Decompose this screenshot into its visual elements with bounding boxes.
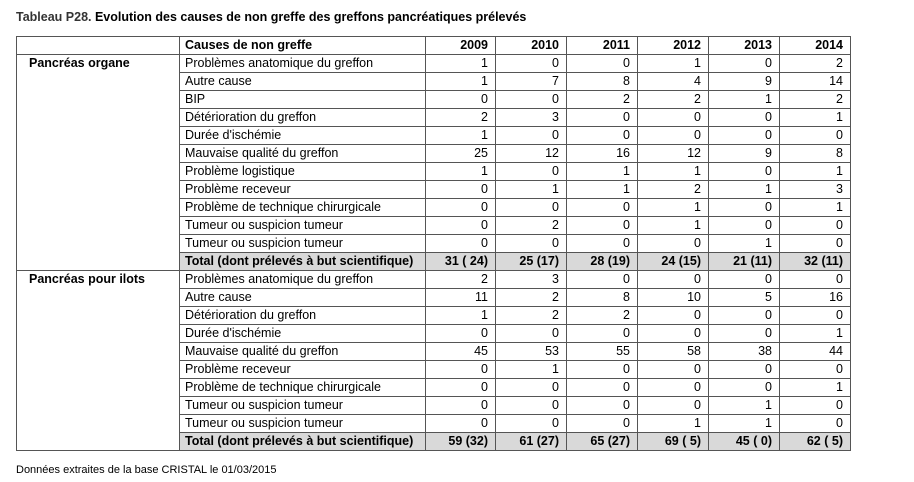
- value-cell: 0: [496, 91, 567, 109]
- value-cell: 0: [709, 199, 780, 217]
- value-cell: 0: [638, 127, 709, 145]
- table-row: [17, 361, 851, 379]
- header-row: [17, 37, 851, 55]
- value-cell: 1: [780, 379, 851, 397]
- header-year: 2009: [426, 37, 496, 55]
- total-value-cell: 25 (17): [496, 253, 567, 271]
- value-cell: 0: [567, 55, 638, 73]
- cause-cell: Autre cause: [180, 289, 426, 307]
- value-cell: 0: [638, 271, 709, 289]
- value-cell: 0: [709, 163, 780, 181]
- value-cell: 45: [426, 343, 496, 361]
- value-cell: 0: [496, 163, 567, 181]
- group-cell: [17, 235, 180, 253]
- value-cell: 3: [780, 181, 851, 199]
- header-cause: Causes de non greffe: [180, 37, 426, 55]
- value-cell: 0: [709, 55, 780, 73]
- value-cell: 58: [638, 343, 709, 361]
- group-cell: [17, 73, 180, 91]
- group-cell: [17, 433, 180, 451]
- value-cell: 1: [709, 397, 780, 415]
- value-cell: 4: [638, 73, 709, 91]
- value-cell: 14: [780, 73, 851, 91]
- value-cell: 0: [709, 379, 780, 397]
- value-cell: 1: [709, 235, 780, 253]
- total-value-cell: 24 (15): [638, 253, 709, 271]
- table-row: [17, 109, 851, 127]
- table-caption: Evolution des causes de non greffe des greffons pancréatiques prélevés: [91, 10, 527, 24]
- value-cell: 0: [780, 361, 851, 379]
- value-cell: 0: [709, 109, 780, 127]
- value-cell: 1: [426, 163, 496, 181]
- value-cell: 0: [638, 397, 709, 415]
- value-cell: 3: [496, 271, 567, 289]
- value-cell: 53: [496, 343, 567, 361]
- value-cell: 1: [638, 217, 709, 235]
- value-cell: 0: [496, 397, 567, 415]
- value-cell: 2: [426, 109, 496, 127]
- total-value-cell: 69 ( 5): [638, 433, 709, 451]
- value-cell: 7: [496, 73, 567, 91]
- value-cell: 55: [567, 343, 638, 361]
- value-cell: 2: [567, 307, 638, 325]
- value-cell: 8: [567, 289, 638, 307]
- value-cell: 1: [426, 73, 496, 91]
- cause-cell: Tumeur ou suspicion tumeur: [180, 217, 426, 235]
- value-cell: 0: [567, 415, 638, 433]
- cause-cell: BIP: [180, 91, 426, 109]
- group-cell: [17, 217, 180, 235]
- value-cell: 1: [780, 199, 851, 217]
- value-cell: 0: [426, 91, 496, 109]
- value-cell: 11: [426, 289, 496, 307]
- value-cell: 0: [709, 361, 780, 379]
- value-cell: 2: [638, 181, 709, 199]
- cause-cell: Mauvaise qualité du greffon: [180, 145, 426, 163]
- cause-cell: Problème de technique chirurgicale: [180, 199, 426, 217]
- value-cell: 16: [567, 145, 638, 163]
- value-cell: 2: [496, 217, 567, 235]
- cause-cell: Mauvaise qualité du greffon: [180, 343, 426, 361]
- table-row: [17, 181, 851, 199]
- value-cell: 16: [780, 289, 851, 307]
- cause-cell: Autre cause: [180, 73, 426, 91]
- total-row: [17, 253, 851, 271]
- table-row: [17, 91, 851, 109]
- total-value-cell: 21 (11): [709, 253, 780, 271]
- value-cell: 0: [780, 127, 851, 145]
- table-row: [17, 145, 851, 163]
- group-cell: [17, 109, 180, 127]
- header-year: 2010: [496, 37, 567, 55]
- total-value-cell: 61 (27): [496, 433, 567, 451]
- value-cell: 0: [638, 361, 709, 379]
- group-cell: [17, 397, 180, 415]
- header-year: 2013: [709, 37, 780, 55]
- table-body: [17, 37, 851, 451]
- value-cell: 1: [567, 181, 638, 199]
- value-cell: 0: [426, 379, 496, 397]
- group-cell: [17, 325, 180, 343]
- value-cell: 0: [426, 325, 496, 343]
- value-cell: 2: [780, 55, 851, 73]
- total-value-cell: 28 (19): [567, 253, 638, 271]
- value-cell: 9: [709, 73, 780, 91]
- value-cell: 0: [709, 307, 780, 325]
- group-cell: [17, 343, 180, 361]
- cause-cell: Problème logistique: [180, 163, 426, 181]
- cause-cell: Tumeur ou suspicion tumeur: [180, 415, 426, 433]
- table-row: [17, 343, 851, 361]
- value-cell: 0: [638, 307, 709, 325]
- value-cell: 0: [638, 379, 709, 397]
- table-row: [17, 379, 851, 397]
- value-cell: 10: [638, 289, 709, 307]
- value-cell: 0: [567, 217, 638, 235]
- value-cell: 1: [709, 91, 780, 109]
- value-cell: 0: [780, 235, 851, 253]
- value-cell: 0: [496, 127, 567, 145]
- value-cell: 8: [780, 145, 851, 163]
- table-row: [17, 163, 851, 181]
- value-cell: 2: [496, 307, 567, 325]
- value-cell: 0: [496, 379, 567, 397]
- value-cell: 0: [638, 235, 709, 253]
- group-cell: [17, 145, 180, 163]
- table-row: [17, 55, 851, 73]
- cause-cell: Problème de technique chirurgicale: [180, 379, 426, 397]
- value-cell: 38: [709, 343, 780, 361]
- header-year: 2014: [780, 37, 851, 55]
- value-cell: 12: [638, 145, 709, 163]
- table-row: [17, 199, 851, 217]
- value-cell: 0: [496, 55, 567, 73]
- total-value-cell: 65 (27): [567, 433, 638, 451]
- total-label: Total (dont prélevés à but scientifique): [180, 253, 426, 271]
- table-row: [17, 289, 851, 307]
- total-value-cell: 59 (32): [426, 433, 496, 451]
- value-cell: 25: [426, 145, 496, 163]
- value-cell: 0: [496, 415, 567, 433]
- total-label: Total (dont prélevés à but scientifique): [180, 433, 426, 451]
- value-cell: 0: [638, 109, 709, 127]
- table-row: [17, 415, 851, 433]
- value-cell: 0: [426, 415, 496, 433]
- source-note: Données extraites de la base CRISTAL le 01/03/2015: [16, 464, 277, 476]
- value-cell: 1: [426, 307, 496, 325]
- value-cell: 0: [426, 235, 496, 253]
- value-cell: 1: [780, 325, 851, 343]
- table-title: [16, 10, 526, 24]
- group-label: Pancréas organe: [17, 55, 180, 73]
- value-cell: 0: [567, 109, 638, 127]
- value-cell: 1: [780, 109, 851, 127]
- value-cell: 1: [709, 181, 780, 199]
- value-cell: 1: [426, 55, 496, 73]
- value-cell: 0: [567, 235, 638, 253]
- total-value-cell: 62 ( 5): [780, 433, 851, 451]
- header-year: 2011: [567, 37, 638, 55]
- group-cell: [17, 379, 180, 397]
- value-cell: 0: [780, 415, 851, 433]
- value-cell: 0: [567, 361, 638, 379]
- group-cell: [17, 181, 180, 199]
- total-value-cell: 45 ( 0): [709, 433, 780, 451]
- value-cell: 1: [638, 163, 709, 181]
- cause-cell: Problèmes anatomique du greffon: [180, 55, 426, 73]
- cause-cell: Durée d'ischémie: [180, 127, 426, 145]
- table-row: [17, 217, 851, 235]
- total-value-cell: 31 ( 24): [426, 253, 496, 271]
- value-cell: 3: [496, 109, 567, 127]
- value-cell: 0: [567, 199, 638, 217]
- value-cell: 1: [638, 415, 709, 433]
- group-cell: [17, 163, 180, 181]
- value-cell: 0: [709, 325, 780, 343]
- value-cell: 0: [709, 217, 780, 235]
- value-cell: 0: [780, 217, 851, 235]
- cause-cell: Tumeur ou suspicion tumeur: [180, 235, 426, 253]
- table-row: [17, 73, 851, 91]
- group-cell: [17, 289, 180, 307]
- value-cell: 2: [638, 91, 709, 109]
- value-cell: 1: [496, 181, 567, 199]
- value-cell: 0: [496, 199, 567, 217]
- group-cell: [17, 127, 180, 145]
- table-row: [17, 325, 851, 343]
- value-cell: 0: [567, 271, 638, 289]
- value-cell: 0: [496, 235, 567, 253]
- value-cell: 0: [567, 379, 638, 397]
- table-number: Tableau P28.: [16, 10, 92, 24]
- value-cell: 0: [567, 325, 638, 343]
- table-row: [17, 235, 851, 253]
- value-cell: 0: [709, 127, 780, 145]
- cause-cell: Problème receveur: [180, 361, 426, 379]
- value-cell: 0: [426, 181, 496, 199]
- value-cell: 0: [567, 397, 638, 415]
- total-row: [17, 433, 851, 451]
- value-cell: 0: [567, 127, 638, 145]
- table-row: [17, 307, 851, 325]
- cause-cell: Problème receveur: [180, 181, 426, 199]
- value-cell: 1: [567, 163, 638, 181]
- causes-table: [16, 36, 851, 451]
- value-cell: 0: [638, 325, 709, 343]
- table-row: [17, 127, 851, 145]
- header-empty-cell: [17, 37, 180, 55]
- table-row: [17, 271, 851, 289]
- cause-cell: Tumeur ou suspicion tumeur: [180, 397, 426, 415]
- group-cell: [17, 415, 180, 433]
- value-cell: 1: [638, 55, 709, 73]
- value-cell: 2: [426, 271, 496, 289]
- value-cell: 8: [567, 73, 638, 91]
- value-cell: 0: [426, 397, 496, 415]
- cause-cell: Durée d'ischémie: [180, 325, 426, 343]
- value-cell: 0: [426, 361, 496, 379]
- group-cell: [17, 307, 180, 325]
- value-cell: 12: [496, 145, 567, 163]
- table-row: [17, 397, 851, 415]
- value-cell: 44: [780, 343, 851, 361]
- value-cell: 0: [780, 307, 851, 325]
- value-cell: 0: [496, 325, 567, 343]
- value-cell: 1: [426, 127, 496, 145]
- value-cell: 0: [426, 199, 496, 217]
- header-year: 2012: [638, 37, 709, 55]
- value-cell: 5: [709, 289, 780, 307]
- value-cell: 1: [780, 163, 851, 181]
- cause-cell: Détérioration du greffon: [180, 109, 426, 127]
- group-label: Pancréas pour ilots: [17, 271, 180, 289]
- value-cell: 2: [496, 289, 567, 307]
- value-cell: 1: [496, 361, 567, 379]
- value-cell: 2: [780, 91, 851, 109]
- cause-cell: Détérioration du greffon: [180, 307, 426, 325]
- value-cell: 2: [567, 91, 638, 109]
- total-value-cell: 32 (11): [780, 253, 851, 271]
- group-cell: [17, 253, 180, 271]
- value-cell: 1: [709, 415, 780, 433]
- value-cell: 0: [780, 271, 851, 289]
- group-cell: [17, 91, 180, 109]
- value-cell: 1: [638, 199, 709, 217]
- value-cell: 0: [709, 271, 780, 289]
- value-cell: 0: [426, 217, 496, 235]
- cause-cell: Problèmes anatomique du greffon: [180, 271, 426, 289]
- value-cell: 9: [709, 145, 780, 163]
- group-cell: [17, 199, 180, 217]
- group-cell: [17, 361, 180, 379]
- value-cell: 0: [780, 397, 851, 415]
